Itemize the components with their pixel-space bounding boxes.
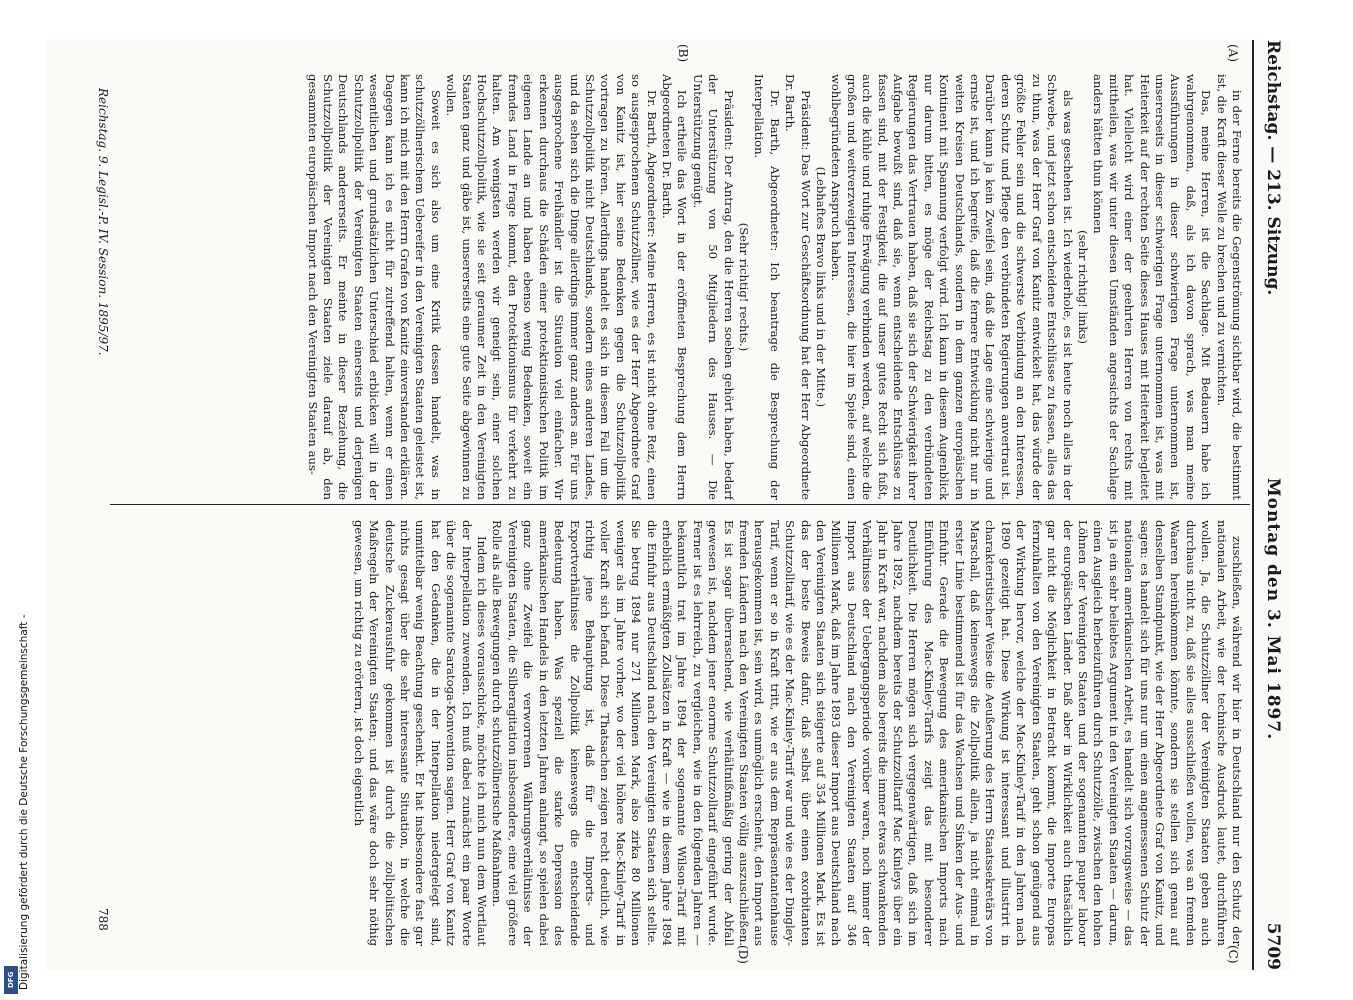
digitization-credit: Digitalisierung gefördert durch die Deutsche Forschungsgemeinschaft - (18, 614, 30, 990)
margin-marker-c: (C) (1226, 945, 1240, 964)
paragraph: Präsident: Der Antrag, den die Herren soeben gehört haben, bedarf der Unterstützung von 50 Mitgliedern des Hauses. — Die Unterstützung genügt. (690, 74, 736, 500)
dfg-logo: DFG (4, 966, 18, 994)
left-column (144, 74, 1244, 500)
header-rule (1252, 40, 1254, 970)
interjection: (Lebhaftes Bravo links und in der Mitte.) (814, 166, 829, 408)
margin-marker-b: (B) (676, 44, 690, 63)
paragraph: als was geschehen ist. Ich wiederhole, es ist heute noch alles in der Schwebe, und jetzt schon entscheidene Entschlüsse zu fassen, alles das zu thun, was der Herr Graf von Kanitz entwickelt hat, das würde der größte Fehler sein und die schwerste Verbindung an den Interessen, deren Schutz und Pflege den verbündeten Regierungen anvertraut ist. Darüber kann ja kein Zweifel sein, daß die Lage eine schwierige und ernste ist, und ich begreife, daß die fernere Entwicklung nicht nur in weiten Kreisen Deutschlands, sondern in dem ganzen europäischen Kontinent mit Spannung verfolgt wird. Ich kann in diesem Augenblick nur darum bitten, es möge der Reichstag zu den verbündeten Regierungen das Vertrauen haben, daß sie sich der Schwierigkeit ihrer Aufgabe bewußt sind, daß sie, wenn entscheidende Entschlüsse zu fassen sind, mit der Festigkeit, die auf unser gutes Recht sich fußt, auch die kühle und ruhige Erwägung verbinden werden, auf welche die großen und weitverzweigten Interessen, die hier im Spiele sind, einen wohlbegründeten Anspruch haben. (829, 74, 1075, 500)
paragraph: Soweit es sich also um eine Kritik dessen handelt, was in schutzzöllnerischem Uebereifer in den Vereinigten Staaten geleistet ist, kann ich mich mit den Herrn Grafen von Kanitz einverstanden erklären. Dagegen kann ich es nicht für zutreffend halten, wenn er einen wesentlichen und grundsätzlichen Unterschied erblicken will in der Schutzzollpolitik der Vereinigten Staaten einerseits und derjenigen Deutschlands andererseits. Er meinte in dieser Beziehung, die Schutzzollpolitik der Vereinigten Staaten ziele darauf ab, den gesammten europäischen Import nach den Vereinigten Staaten aus- (305, 74, 443, 500)
footer-session: Reichstag. 9. Legisl.-P. IV. Session. 1895/97. (96, 88, 110, 356)
right-column (144, 520, 1244, 946)
footer-sheet-number: 788 (96, 908, 110, 931)
paragraph: zuschließen, während wir hier in Deutschland nur den Schutz der nationalen Arbeit, wie der technische Ausdruck lautet, durchführen wollen. Ja, die Schutzzöllner der Vereinigten Staaten geben auch durchaus nicht zu, daß sie alles ausschließen wollen, was an fremden Waaren hereinkommen könnte, sondern sie stellen sich genau auf denselben Standpunkt, wie der Herr Abgeordnete Graf von Kanitz, und sagen: es handelt sich für uns nur um einen angemessenen Schutz der nationalen amerikanischen Arbeit, es handelt sich vorzugsweise — das ist ja ein sehr beliebtes Argument in den Vereinigten Staaten — darum, einen Ausgleich herbeizuführen durch Schutzzölle, zwischen den hohen Löhnen der Vereinigten Staaten und der sogenannten pauper labour der europäischen Länder. Daß aber in Wirklichkeit auch thatsächlich gar nicht die Möglichkeit in Betracht kommt, die Importe Europas fernzuhalten von den Vereinigten Staaten, geht schon genügend aus der Wirkung hervor, welche der Mac-Kinley-Tarif in den Jahren nach 1890 gezeitigt hat. Diese Wirkung ist interessant und illustrirt in charakteristischer Weise die Aeußerung des Herrn Staatssekretärs von Marschall, daß keineswegs die Zollpolitik allein, ja nicht einmal in erster Linie bestimmend ist für das Wachsen und Sinken der Aus- und Einfuhr. Gerade die Bewegung des amerikanischen Imports nach Einführung des Mac-Kinley-Tarifs zeigt das mit besonderer Deutlichkeit. Die Herren mögen sich vergegenwärtigen, daß sich im Jahre 1892, nachdem bereits der Schutzzolltarif Mac Kinleys über ein Jahr in Kraft war, nachdem also bereits die immer etwas schwankenden Verhältnisse der Uebergangsperiode vorüber waren, noch immer der Import aus Deutschland nach den Vereinigten Staaten auf 346 Millionen Mark, daß im Jahre 1893 dieser Import aus Deutschland nach den Vereinigten Staaten sich steigerte auf 354 Millionen Mark. Es ist das der beste Beweis dafür, daß selbst über einen exorbitanten Schutzzolltarif, wie es der Mac-Kinley-Tarif war und wie es der Dingley-Tarif, wenn er so in Kraft tritt, wie er aus dem Repräsentantenhause herausgekommen ist, sein wird, es unmöglich erscheint, den Import aus fremden Ländern nach den Vereinigten Staaten völlig auszuschließen. Es ist sogar überraschend, wie verhältnißmäßig gering der Abfall gewesen ist, nachdem jener enorme Schutzzolltarif eingeführt wurde. Ferner ist es lehrreich, zu vergleichen, wie in den folgenden Jahren — bekanntlich trat im Jahre 1894 der sogenannte Wilson-Tarif mit erheblich ermäßigten Zollsätzen in Kraft — wie in diesem Jahre 1894 die Einfuhr aus Deutschland nach den Vereinigten Staaten sich stellte. Sie betrug 1894 nur 271 Millionen Mark, also zirka 80 Millionen weniger als im Jahre vorher, wo der viel höhere Mac-Kinley-Tarif in voller Kraft sich befand. Diese Thatsachen zeigen recht deutlich, wie richtig jene Behauptung ist, daß für die Imports- und Exportverhältnisse die Zollpolitik keineswegs die entscheidende Bedeutung haben. Was speziell die starke Depression des amerikanischen Handels in den letzten Jahren anlangt, so spielen dabei ganz ohne Zweifel die verworrenen Währungsverhältnisse der Vereinigten Staaten, die Silberagitation insbesondere, eine viel größere Rolle als alle Bewegungen durch schutzzöllnerische Maßnahmen. (490, 520, 1244, 946)
interjection: (sehr richtig! links) (1075, 230, 1090, 344)
paragraph: Dr. Barth, Abgeordneter: Ich beantrage die Besprechung der Interpellation. (752, 74, 782, 500)
page-header (1256, 40, 1290, 970)
paragraph: Ich ertheile das Wort in der eröffneten Besprechung dem Herrn Abgeordneten Dr. Barth. (659, 74, 690, 500)
paragraph: Dr. Barth, Abgeordneter: Meine Herren, es ist nicht ohne Reiz, einen so ausgesprochenen Schutzzöllner, wie es der Herr Abgeordnete Graf von Kanitz ist, hier seine Bedenken gegen die Schutzzollpolitik vortragen zu hören. Allerdings handelt es sich in diesem Fall um die Schutzzollpolitik nicht Deutschlands, sondern eines anderen Landes, und da sehen sich die Dinge allerdings immer ganz anders an. Für uns ausgesprochene Freihändler ist die Situation viel einfacher. Wir erkennen durchaus die Schäden einer protektionistischen Politik im eigenen Lande an und haben ebenso wenig Bedenken, soweit ein fremdes Land in Frage kommt, den Protektionismus für verkehrt zu halten. Am wenigsten werden wir geneigt sein, einer solchen Hochschutzzollpolitik, wie sie seit geraumer Zeit in den Vereinigten Staaten ganz und gäbe ist, unsererseits eine gute Seite abgewinnen zu wollen. (444, 74, 659, 500)
paragraph: Präsident: Das Wort zur Geschäftsordnung hat der Herr Abgeordnete Dr. Barth. (783, 74, 813, 500)
paragraph: in der Ferne bereits die Gegenströmung sichtbar wird, die bestimmt ist, die Kraft dieser Welle zu brechen und zu vernichten. (1214, 74, 1244, 500)
page-number: 5709 (1263, 922, 1283, 970)
digitization-sidebar (0, 0, 30, 1000)
paragraph: Das, meine Herren, ist die Sachlage. Mit Bedauern habe ich wahrgenommen, daß, als ich davon sprach, was man meine Aussführungen in dieser schwierigen Frage unternommen ist, unsererseits in dieser schwierigen Frage unternommen ist, was mit Heiterkeit auf der rechten Seite dieses Hauses mit Heiterkeit begleitet hat. Vielleicht wird einer der geehrten Herren von rechts mit mittheilen, was wir unter diesen Umständen angesichts der Sachlage anders hätten thun können (1091, 74, 1214, 500)
header-date: Montag den 3. Mai 1897. (1263, 477, 1283, 741)
paragraph: Indem ich dieses vorausschicke, möchte ich mich nun dem Wortlaut der Interpellation zuwenden. Ich muß dabei zunächst ein paar Worte über die sogenannte Saratoga-Konvention sagen. Herr Graf von Kanitz hat den Gedanken, die in der Interpellation niedergelegt sind, unmittelbar wenig Beachtung geschenkt. Er hat insbesondere fast gar nichts gesagt über die sehr interessante Situation, in welche die deutsche Zuckerausfuhr gekommen ist durch die zollpolitischen Maßregeln der Vereinigten Staaten; und das wäre doch sehr nöthig gewesen, um richtig zu erörtern, ist doch eigentlich (351, 520, 490, 946)
margin-marker-d: (D) (736, 945, 750, 964)
column-divider (110, 504, 1250, 505)
interjection: (Sehr richtig! rechts.) (737, 222, 751, 352)
header-left: Reichstag. — 213. Sitzung. (1263, 40, 1283, 296)
scanned-page (45, 40, 1290, 970)
margin-marker-a: (A) (1226, 44, 1240, 63)
